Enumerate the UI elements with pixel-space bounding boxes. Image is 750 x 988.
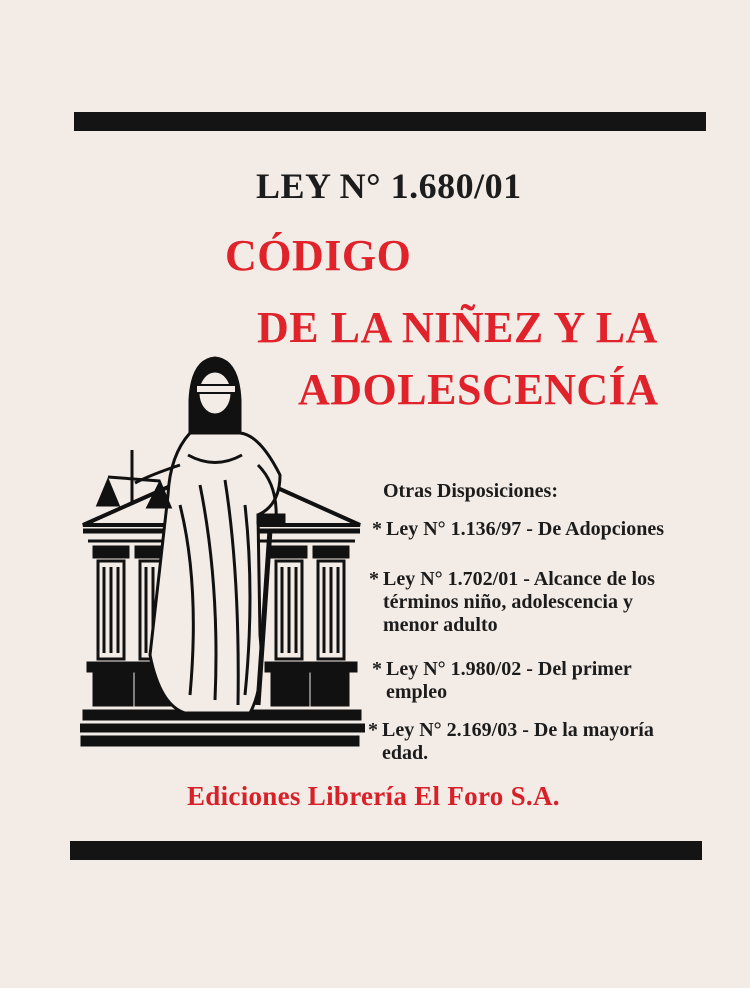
bullet-star: * (368, 719, 378, 741)
bullet-star: * (369, 568, 379, 590)
publisher-name: Ediciones Librería El Foro S.A. (187, 781, 560, 811)
provision-line: Ley N° 1.136/97 - De Adopciones (386, 518, 664, 540)
provision-line: empleo (386, 681, 448, 703)
provision-item (372, 518, 664, 541)
provision-line: Ley N° 1.980/02 - Del primer (386, 658, 632, 680)
provision-item (372, 658, 632, 704)
provision-item (369, 568, 655, 637)
bottom-divider-bar (70, 841, 702, 860)
lady-justice-icon (80, 355, 365, 755)
bullet-star: * (372, 518, 382, 540)
title-line-2: DE LA NIÑEZ Y LA (257, 303, 658, 352)
title-line-3: ADOLESCENCÍA (298, 365, 659, 414)
provision-line: términos niño, adolescencia y (383, 591, 633, 613)
provision-line: Ley N° 2.169/03 - De la mayoría (382, 719, 654, 741)
other-provisions-heading: Otras Disposiciones: (383, 480, 558, 502)
provision-line: edad. (382, 742, 429, 764)
bullet-star: * (372, 658, 382, 680)
law-number: LEY N° 1.680/01 (256, 166, 522, 206)
right-columns (266, 547, 356, 705)
provision-item (368, 719, 654, 765)
provision-line: Ley N° 1.702/01 - Alcance de los (383, 568, 655, 590)
top-divider-bar (74, 112, 706, 131)
title-line-1: CÓDIGO (225, 231, 412, 280)
provision-line: menor adulto (383, 614, 498, 636)
justice-figure (98, 358, 284, 713)
